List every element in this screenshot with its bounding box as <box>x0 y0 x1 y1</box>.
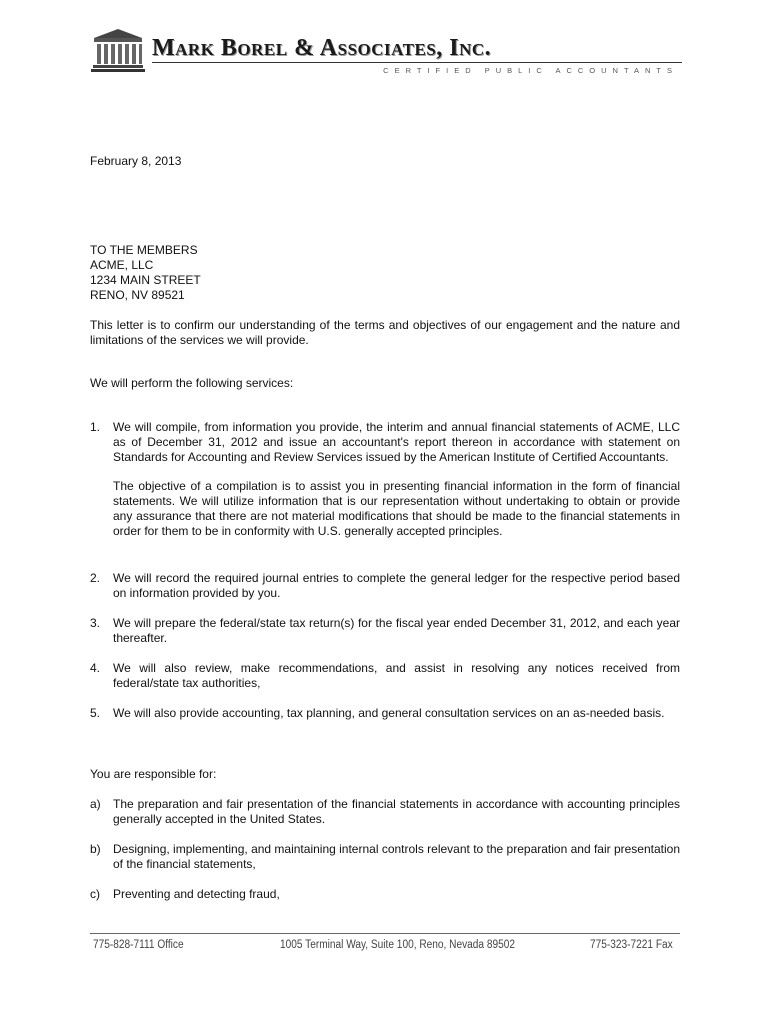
responsibility-item <box>90 797 680 827</box>
responsibilities-heading: You are responsible for: <box>90 767 217 781</box>
recipient-line: 1234 MAIN STREET <box>90 273 201 287</box>
responsibility-item <box>90 842 680 872</box>
item-label: c) <box>90 887 100 901</box>
item-text: We will compile, from information you provide, the interim and annual financial statements of ACME, LLC as of December 31, 2012 and issue an accountant's report thereon in accordance with statement on Standards for Accounting and Review Services issued by the American Institute of Certified Accountants. <box>113 420 680 464</box>
letterhead-rule <box>152 62 682 63</box>
firm-tagline: CERTIFIED PUBLIC ACCOUNTANTS <box>383 66 678 75</box>
service-item <box>90 420 680 539</box>
service-item <box>90 616 680 646</box>
item-label: b) <box>90 842 101 856</box>
recipient-line: ACME, LLC <box>90 258 154 272</box>
item-text: Preventing and detecting fraud, <box>113 887 280 901</box>
recipient-line: TO THE MEMBERS <box>90 243 198 257</box>
services-heading: We will perform the following services: <box>90 376 294 390</box>
letterhead <box>90 28 682 74</box>
footer-fax: 775-323-7221 Fax <box>590 939 673 951</box>
item-number: 3. <box>90 616 101 630</box>
service-item <box>90 661 680 691</box>
item-label: a) <box>90 797 101 811</box>
footer-rule <box>90 933 680 934</box>
item-text: We will also provide accounting, tax planning, and general consultation services on an as-needed basis. <box>113 706 665 720</box>
intro-paragraph: This letter is to confirm our understanding of the terms and objectives of our engagement and the nature and limitations of the services we will provide. <box>90 318 680 347</box>
firm-name: Mark Borel & Associates, Inc. <box>152 35 492 61</box>
item-number: 2. <box>90 571 101 585</box>
footer-address: 1005 Terminal Way, Suite 100, Reno, Nevada 89502 <box>280 939 515 951</box>
item-extra-text: The objective of a compilation is to assist you in presenting financial information in the form of financial statements. We will utilize information that is our representation without undertaking to obtain or provide any assurance that there are not material modifications that should be made to the financial statements in order for them to be in conformity with U.S. generally accepted principles. <box>113 479 680 538</box>
item-text: We will also review, make recommendations, and assist in resolving any notices received from federal/state tax authorities, <box>113 661 680 690</box>
service-item <box>90 706 680 721</box>
responsibility-item <box>90 887 680 902</box>
item-number: 4. <box>90 661 101 675</box>
item-text: We will prepare the federal/state tax return(s) for the fiscal year ended December 31, 2012, and each year thereafter. <box>113 616 680 645</box>
footer-office-phone: 775-828-7111 Office <box>93 939 184 951</box>
letter-date: February 8, 2013 <box>90 154 182 168</box>
recipient-address <box>90 243 680 303</box>
item-text: We will record the required journal entries to complete the general ledger for the respective period based on information provided by you. <box>113 571 680 600</box>
item-text: The preparation and fair presentation of the financial statements in accordance with accounting principles generally accepted in the United States. <box>113 797 680 826</box>
item-number: 1. <box>90 420 101 434</box>
item-text: Designing, implementing, and maintaining internal controls relevant to the preparation and fair presentation of the financial statements, <box>113 842 681 871</box>
item-number: 5. <box>90 706 101 720</box>
service-item <box>90 571 680 601</box>
recipient-line: RENO, NV 89521 <box>90 288 185 302</box>
columned-building-icon <box>90 28 146 72</box>
